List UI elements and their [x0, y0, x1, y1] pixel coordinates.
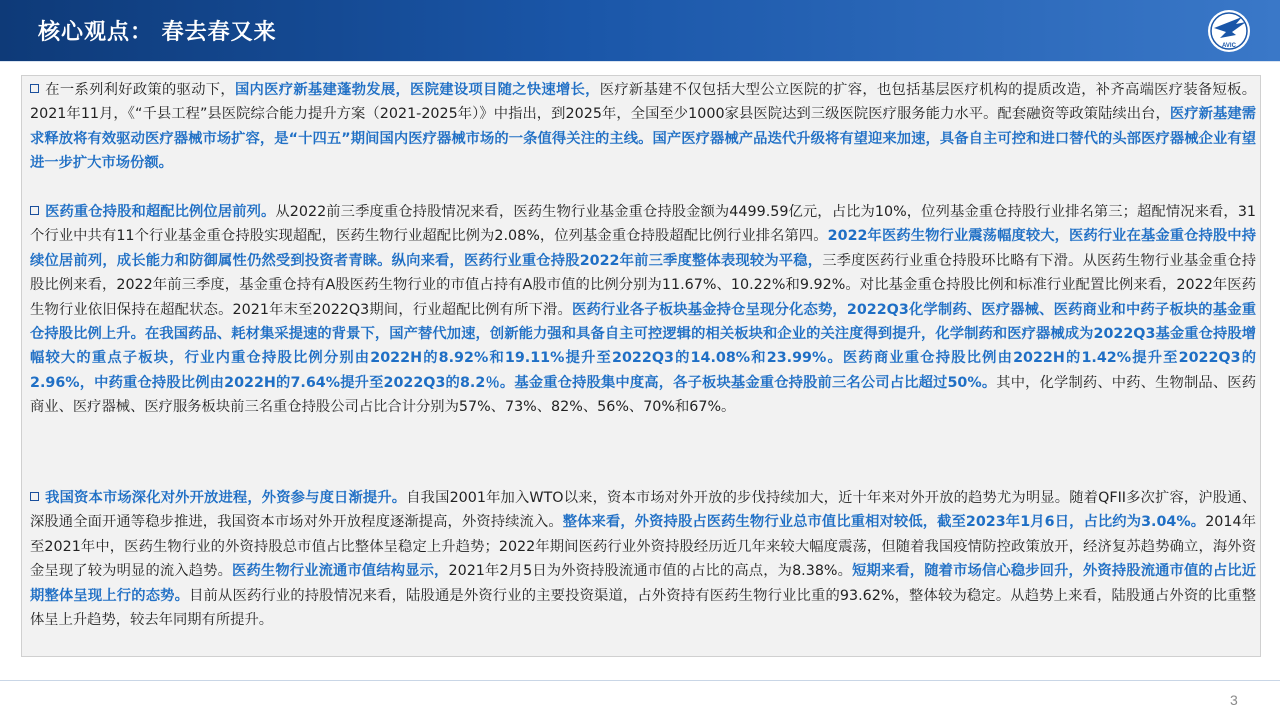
paragraph-3: [30, 486, 1256, 632]
highlight-text: 医药生物行业流通市值结构显示，: [232, 563, 449, 580]
footer-divider: [0, 680, 1280, 681]
bullet-square-icon: [30, 492, 39, 501]
logo-text: AVIC: [1222, 43, 1236, 49]
avic-logo-icon: [1206, 8, 1252, 54]
body-text: 在一系列利好政策的驱动下，: [45, 82, 235, 98]
page-number: 3: [1230, 692, 1238, 708]
highlight-text: 医药重仓持股和超配比例位居前列。: [45, 204, 276, 220]
header-divider: [0, 61, 1280, 62]
body-text: 2014年至2021年中，医药生物行业的外资持股总市值占比整体呈稳定上升趋势；2022年期间医药行业外资持股经历近几年来较大幅度震荡，但随着我国疫情防控政策放开，经济复苏趋势确立，海外资金呈现了较为明显的流入趋势。: [30, 514, 1256, 580]
header-bar: [0, 0, 1280, 61]
highlight-text: 整体来看，外资持股占医药生物行业总市值比重相对较低，截至2023年1月6日，占比约为3.04%。: [562, 514, 1206, 531]
body-text: 自我国2001年加入WTO以来，资本市场对外开放的步伐持续加大，近十年来对外开放的趋势尤为明显。随着QFII多次扩容，沪股通、深股通全面开通等稳步推进，我国资本市场对外开放程度逐渐提高，外资持续流入。: [30, 490, 1256, 531]
highlight-text: 国内医疗新基建蓬勃发展，医院建设项目随之快速增长，: [234, 82, 600, 98]
bullet-square-icon: [30, 206, 39, 215]
paragraph-1: [30, 78, 1256, 176]
highlight-text: 我国资本市场深化对外开放进程，外资参与度日渐提升。: [45, 490, 407, 506]
bullet-square-icon: [30, 84, 39, 93]
highlight-text: 短期来看，随着市场信心稳步回升，外资持股流通市值的占比近期整体呈现上行的态势。: [30, 563, 1257, 604]
body-text: 目前从医药行业的持股情况来看，陆股通是外资行业的主要投资渠道，占外资持有医药生物行业比重的93.62%，整体较为稳定。从趋势上来看，陆股通占外资的比重整体呈上升趋势，较去年同期有所提升。: [30, 587, 1256, 629]
paragraph-2: [30, 200, 1256, 420]
highlight-text: 2022年医药生物行业震荡幅度较大，医药行业在基金重仓持股中持续位居前列，成长能力和防御属性仍然受到投资者青睐。纵向来看，医药行业重仓持股2022年前三季度整体表现较为平稳，: [30, 228, 1256, 269]
body-text: 其中，化学制药、中药、生物制品、医药商业、医疗器械、医疗服务板块前三名重仓持股公司占比合计分别为57%、73%、82%、56%、70%和67%。: [30, 374, 1257, 416]
body-text: 2021年2月5日为外资持股流通市值的占比的高点，为8.38%。: [448, 563, 853, 580]
highlight-text: 医药行业各子板块基金持仓呈现分化态势，2022Q3化学制药、医疗器械、医药商业和中药子板块的基金重仓持股比例上升。在我国药品、耗材集采提速的背景下，国产替代加速，创新能力强和具备自主可控逻辑的相关板块和企业的关注度得到提升，化学制药和医疗器械成为2022Q3基金重仓持股增幅较大的重点子板块，行业内重仓持股比例分别由2022H的8.92%和19.11%提升至2022Q3的14.08%和23.99%。医药商业重仓持股比例由2022H的1.42%提升至2022Q3的2.96%，中药重仓持股比例由2022H的7.64%提升至2022Q3的8.2％。基金重仓持股集中度高，各子板块基金重仓持股前三名公司占比超过50%。: [30, 301, 1257, 391]
highlight-text: 医疗新基建需求释放将有效驱动医疗器械市场扩容，是“十四五”期间国内医疗器械市场的一条值得关注的主线。国产医疗器械产品迭代升级将有望迎来加速，具备自主可控和进口替代的头部医疗器械企业有望进一步扩大市场份额。: [30, 106, 1257, 172]
body-text: 从2022前三季度重仓持股情况来看，医药生物行业基金重仓持股金额为4499.59亿元，占比为10%，位列基金重仓持股行业排名第三；超配情况来看，31个行业中共有11个行业基金重仓持股实现超配，医药生物行业超配比例为2.08%，位列基金重仓持股超配比例行业排名第四。: [30, 204, 1257, 245]
page-title: 核心观点： 春去春又来: [38, 20, 277, 45]
body-text: 三季度医药行业重仓持股环比略有下滑。从医药生物行业基金重仓持股比例来看，2022年前三季度，基金重仓持有A股医药生物行业的市值占持有A股市值的比例分别为11.67%、10.22%和9.92%。对比基金重仓持股比例和标准行业配置比例来看，2022年医药生物行业依旧保持在超配状态。2021年末至2022Q3期间，行业超配比例有所下滑。: [30, 252, 1256, 318]
body-text: 医疗新基建不仅包括大型公立医院的扩容，也包括基层医疗机构的提质改造，补齐高端医疗装备短板。2021年11月，《“千县工程”县医院综合能力提升方案（2021-2025年）》中指出，到2025年，全国至少1000家县医院达到三级医院医疗服务能力水平。配套融资等政策陆续出台，: [30, 82, 1257, 123]
